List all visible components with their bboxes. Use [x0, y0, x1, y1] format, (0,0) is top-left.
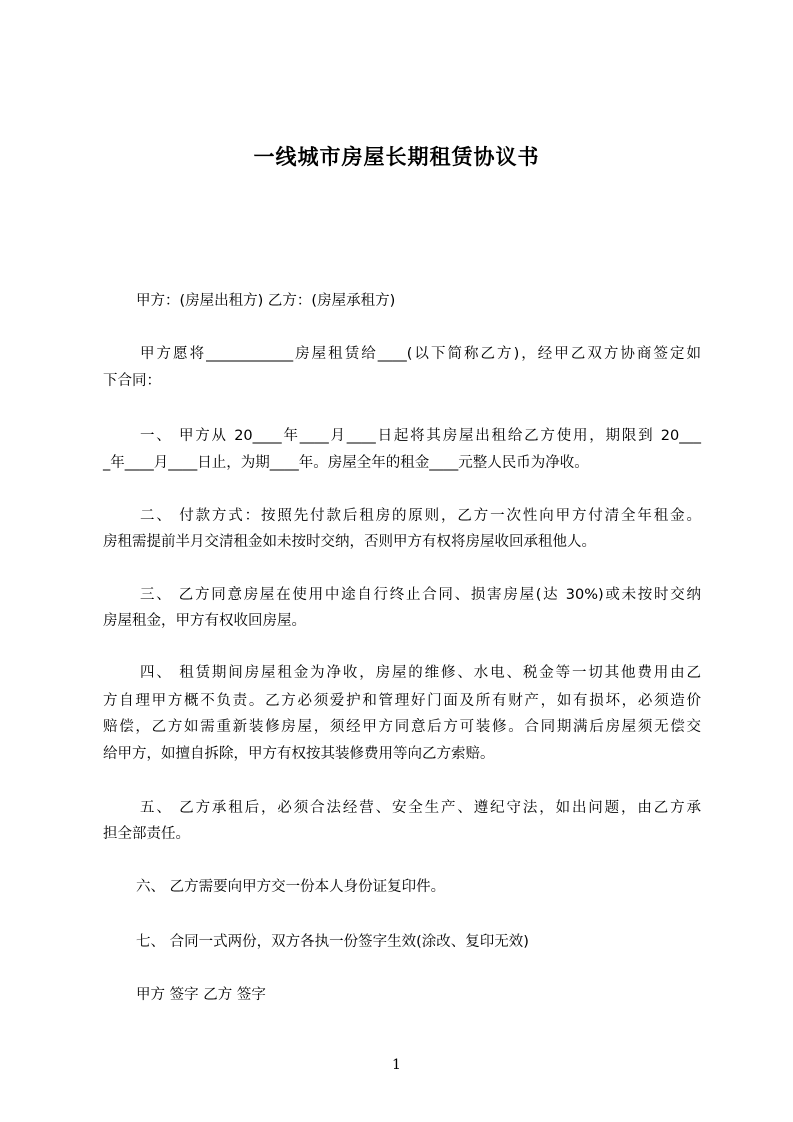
clause-4-line-3: 赔偿，乙方如需重新装修房屋，须经甲方同意后方可装修。合同期满后房屋须无偿交: [103, 719, 701, 735]
preamble-line-2: 下合同：: [103, 373, 161, 389]
clause-5-line-2: 担全部责任。: [103, 826, 190, 842]
document-title: 一线城市房屋长期租赁协议书: [253, 145, 540, 169]
page-number: 1: [392, 1057, 401, 1073]
clause-4-line-2: 方自理甲方概不负责。乙方必须爱护和管理好门面及所有财产，如有损坏，必须造价: [103, 693, 701, 709]
clause-5-line-1: 五、 乙方承租后，必须合法经营、安全生产、遵纪守法，如出问题，由乙方承: [140, 800, 701, 816]
clause-2-line-1: 二、 付款方式：按照先付款后租房的原则，乙方一次性向甲方付清全年租金。: [140, 508, 701, 524]
clause-3-line-1: 三、 乙方同意房屋在使用中途自行终止合同、损害房屋(达 30%)或未按时交纳: [140, 587, 701, 603]
clause-1-line-1: 一、 甲方从 20____年____月____日起将其房屋出租给乙方使用，期限到 20___: [140, 428, 701, 444]
clause-7-line: 七、 合同一式两份，双方各执一份签字生效(涂改、复印无效): [136, 934, 529, 950]
clause-3-line-2: 房屋租金，甲方有权收回房屋。: [103, 613, 306, 629]
parties-line: 甲方：(房屋出租方) 乙方：(房屋承租方): [136, 293, 396, 309]
clause-4-line-4: 给甲方，如擅自拆除，甲方有权按其装修费用等向乙方索赔。: [103, 746, 495, 762]
signature-line: 甲方 签字 乙方 签字: [136, 987, 266, 1003]
clause-2-line-2: 房租需提前半月交清租金如未按时交纳，否则甲方有权将房屋收回承租他人。: [103, 534, 596, 550]
clause-4-line-1: 四、 租赁期间房屋租金为净收，房屋的维修、水电、税金等一切其他费用由乙: [140, 665, 701, 681]
clause-6-line: 六、 乙方需要向甲方交一份本人身份证复印件。: [136, 879, 446, 895]
preamble-line-1: 甲方愿将____________房屋租赁给____(以下简称乙方)，经甲乙双方协商签定如: [140, 346, 701, 362]
clause-1-line-2: _年____月____日止，为期____年。房屋全年的租金____元整人民币为净收。: [103, 455, 589, 471]
